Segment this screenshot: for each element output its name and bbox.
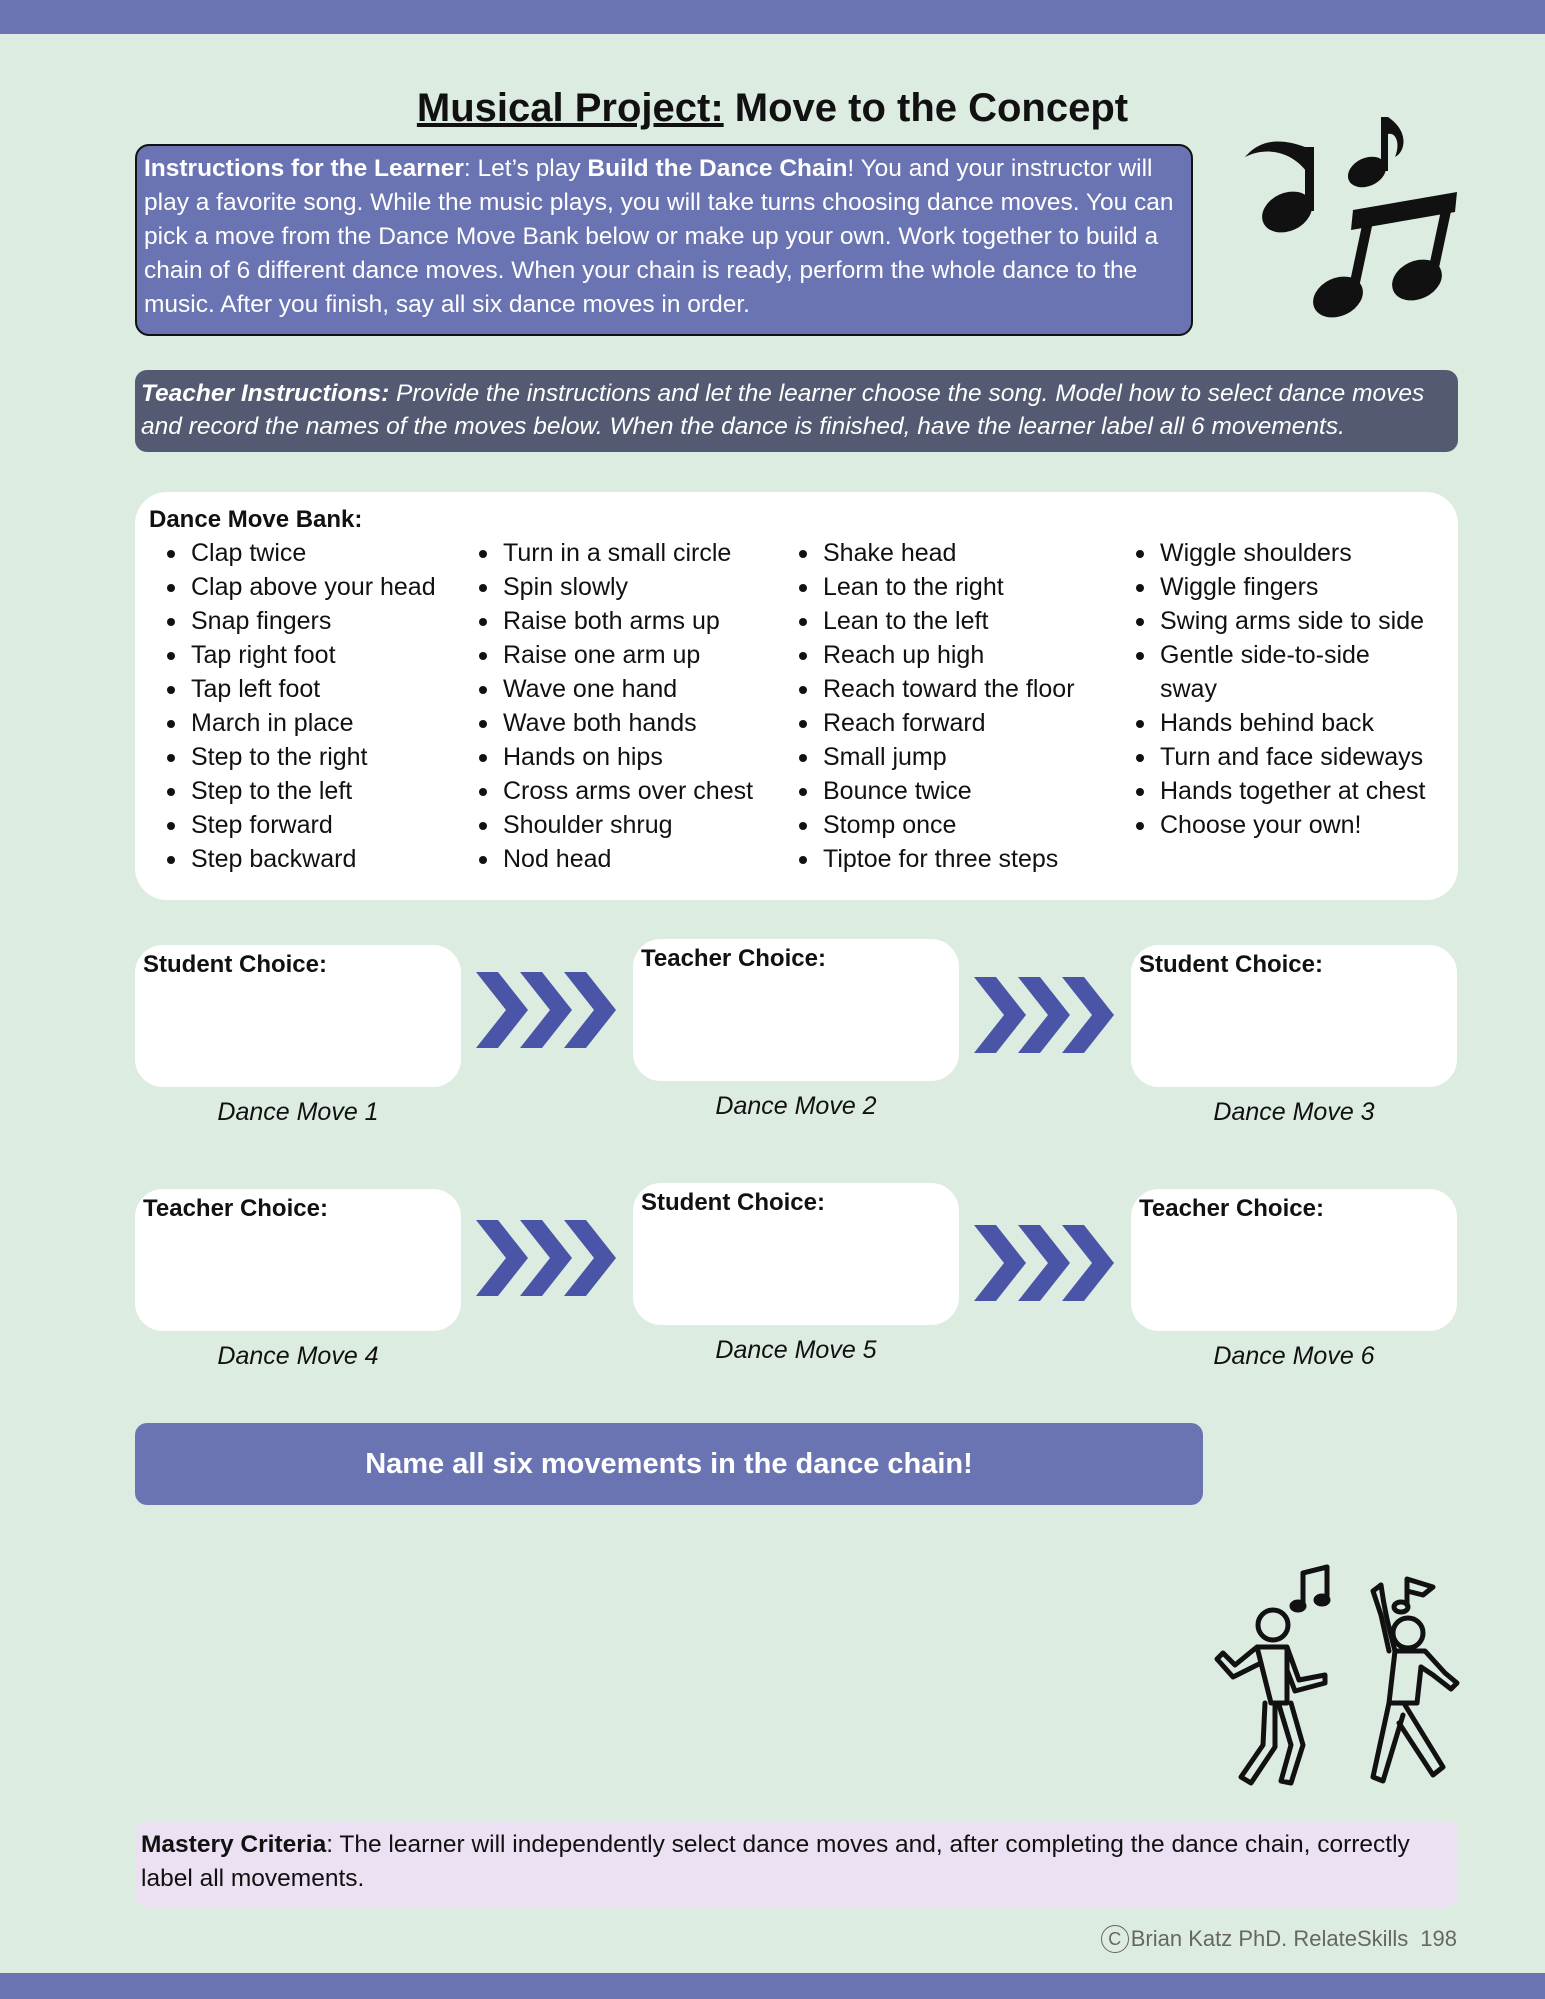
move-label-3: Dance Move 3 bbox=[1213, 1098, 1375, 1126]
list-item: Turn in a small circle bbox=[461, 536, 781, 570]
list-item: Swing arms side to side bbox=[1118, 604, 1428, 638]
bank-column-1 bbox=[149, 536, 461, 876]
list-item: Wave both hands bbox=[461, 706, 781, 740]
learner-instructions bbox=[135, 144, 1193, 336]
top-band bbox=[0, 0, 1545, 34]
choice-box-3[interactable] bbox=[1131, 945, 1457, 1087]
move-label-4: Dance Move 4 bbox=[217, 1342, 379, 1370]
copyright-icon: C bbox=[1101, 1925, 1129, 1953]
bank-column-4 bbox=[1118, 536, 1428, 876]
list-item: Hands together at chest bbox=[1118, 774, 1428, 808]
list-item: Snap fingers bbox=[149, 604, 461, 638]
list-item: Turn and face sideways bbox=[1118, 740, 1428, 774]
list-item: Tap right foot bbox=[149, 638, 461, 672]
mastery-text: : The learner will independently select dance moves and, after completing the dance chain, correctly label all movements. bbox=[141, 1831, 1410, 1892]
choice-label: Student Choice: bbox=[143, 951, 327, 978]
list-item: Wiggle shoulders bbox=[1118, 536, 1428, 570]
choice-label: Teacher Choice: bbox=[641, 945, 826, 972]
list-item: Reach forward bbox=[781, 706, 1118, 740]
title-rest: Move to the Concept bbox=[734, 86, 1129, 130]
dance-move-bank bbox=[135, 492, 1458, 900]
choice-label: Teacher Choice: bbox=[1139, 1195, 1324, 1222]
footer bbox=[1101, 1925, 1457, 1953]
list-item: Hands on hips bbox=[461, 740, 781, 774]
list-item: Gentle side-to-side sway bbox=[1118, 638, 1428, 706]
list-item: Raise both arms up bbox=[461, 604, 781, 638]
list-item: Step to the left bbox=[149, 774, 461, 808]
bottom-band bbox=[0, 1973, 1545, 1999]
bank-column-3 bbox=[781, 536, 1118, 876]
list-item: Nod head bbox=[461, 842, 781, 876]
music-notes-icon bbox=[1245, 112, 1475, 337]
move-label-2: Dance Move 2 bbox=[715, 1092, 877, 1120]
choice-box-2[interactable] bbox=[633, 939, 959, 1081]
list-item: Cross arms over chest bbox=[461, 774, 781, 808]
page-number: 198 bbox=[1420, 1926, 1457, 1951]
choice-box-1[interactable] bbox=[135, 945, 461, 1087]
list-item: Wave one hand bbox=[461, 672, 781, 706]
learner-text-1: : Let’s play bbox=[463, 155, 588, 182]
teacher-instructions-text: Provide the instructions and let the learner choose the song. Model how to select dance moves and record the names of the moves below. When the dance is finished, have the learner label all 6 movements. bbox=[141, 380, 1425, 440]
teacher-instructions bbox=[135, 370, 1458, 452]
list-item: Small jump bbox=[781, 740, 1118, 774]
list-item: Hands behind back bbox=[1118, 706, 1428, 740]
choice-box-5[interactable] bbox=[633, 1183, 959, 1325]
list-item: Reach up high bbox=[781, 638, 1118, 672]
learner-instructions-label: Instructions for the Learner bbox=[144, 155, 464, 182]
choice-label: Student Choice: bbox=[1139, 951, 1323, 978]
list-item: Shake head bbox=[781, 536, 1118, 570]
list-item: Clap above your head bbox=[149, 570, 461, 604]
list-item: Lean to the left bbox=[781, 604, 1118, 638]
list-item: March in place bbox=[149, 706, 461, 740]
bank-title: Dance Move Bank: bbox=[149, 506, 363, 533]
choice-box-6[interactable] bbox=[1131, 1189, 1457, 1331]
list-item: Tap left foot bbox=[149, 672, 461, 706]
game-name: Build the Dance Chain bbox=[587, 155, 848, 182]
move-label-1: Dance Move 1 bbox=[217, 1098, 379, 1126]
teacher-instructions-label: Teacher Instructions: bbox=[141, 380, 390, 407]
mastery-criteria bbox=[135, 1822, 1458, 1907]
list-item: Clap twice bbox=[149, 536, 461, 570]
footer-credit: Brian Katz PhD. RelateSkills bbox=[1130, 1926, 1409, 1951]
chevron-arrows-icon bbox=[974, 977, 1114, 1053]
list-item: Spin slowly bbox=[461, 570, 781, 604]
list-item: Tiptoe for three steps bbox=[781, 842, 1118, 876]
list-item: Reach toward the floor bbox=[781, 672, 1118, 706]
move-label-6: Dance Move 6 bbox=[1213, 1342, 1375, 1370]
name-all-banner: Name all six movements in the dance chain! bbox=[135, 1423, 1203, 1505]
choice-label: Student Choice: bbox=[641, 1189, 825, 1216]
choice-box-4[interactable] bbox=[135, 1189, 461, 1331]
move-label-5: Dance Move 5 bbox=[715, 1336, 877, 1364]
learner-text-2: ! You and your instructor will play a favorite song. While the music plays, you will take turns choosing dance moves. You can pick a move from the Dance Move Bank below or make up your own. Work together to build a chain of 6 different dance moves. When your chain is ready, perform the whole dance to the music. After you finish, say all six dance moves in order. bbox=[144, 155, 1174, 318]
bank-column-2 bbox=[461, 536, 781, 876]
list-item: Shoulder shrug bbox=[461, 808, 781, 842]
chevron-arrows-icon bbox=[974, 1225, 1114, 1301]
list-item: Stomp once bbox=[781, 808, 1118, 842]
list-item: Bounce twice bbox=[781, 774, 1118, 808]
chevron-arrows-icon bbox=[476, 1220, 616, 1296]
list-item: Raise one arm up bbox=[461, 638, 781, 672]
list-item: Wiggle fingers bbox=[1118, 570, 1428, 604]
choice-label: Teacher Choice: bbox=[143, 1195, 328, 1222]
title-bold: Musical Project: bbox=[416, 86, 724, 130]
list-item: Step forward bbox=[149, 808, 461, 842]
chevron-arrows-icon bbox=[476, 972, 616, 1048]
dancers-icon bbox=[1195, 1555, 1460, 1795]
list-item: Step backward bbox=[149, 842, 461, 876]
list-item: Lean to the right bbox=[781, 570, 1118, 604]
list-item: Step to the right bbox=[149, 740, 461, 774]
mastery-label: Mastery Criteria bbox=[141, 1831, 327, 1858]
list-item: Choose your own! bbox=[1118, 808, 1428, 842]
